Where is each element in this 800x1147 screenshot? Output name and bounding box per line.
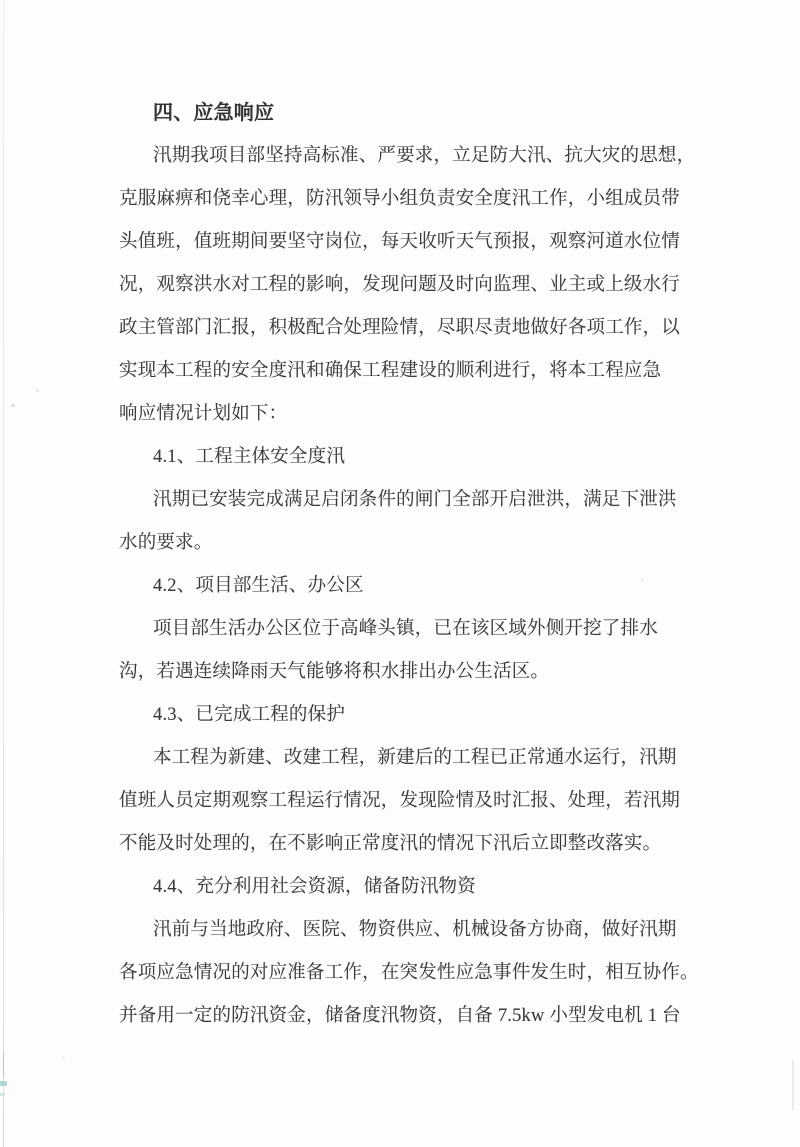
document-line: 汛前与当地政府、医院、物资供应、机械设备方协商，做好汛期 [153, 920, 677, 940]
document-line: 况，观察洪水对工程的影响，发现问题及时向监理、业主或上级水行 [119, 275, 681, 295]
document-line: 值班人员定期观察工程运行情况，发现险情及时汇报、处理，若汛期 [119, 791, 681, 811]
document-subheading: 4.1、工程主体安全度汛 [153, 447, 346, 467]
document-line: 项目部生活办公区位于高峰头镇，已在该区域外侧开挖了排水 [153, 619, 658, 639]
document-subheading: 4.4、充分利用社会资源，储备防汛物资 [153, 877, 476, 897]
document-line: 实现本工程的安全度汛和确保工程建设的顺利进行，将本工程应急 [119, 361, 662, 381]
scan-right-edge-mark [792, 1060, 794, 1110]
document-subheading: 4.3、已完成工程的保护 [153, 705, 346, 725]
document-heading: 四、应急响应 [153, 102, 275, 124]
document-subheading: 4.2、项目部生活、办公区 [153, 576, 364, 596]
document-line: 头值班，值班期间要坚守岗位，每天收听天气预报，观察河道水位情 [119, 232, 681, 252]
scan-teal-mark-faint [0, 1093, 5, 1096]
scan-teal-mark [0, 1081, 7, 1086]
document-line: 沟，若遇连续降雨天气能够将积水排出办公生活区。 [119, 662, 550, 682]
document-line: 水的要求。 [119, 533, 213, 553]
document-line: 本工程为新建、改建工程，新建后的工程已正常通水运行，汛期 [153, 748, 677, 768]
document-line: 并备用一定的防汛资金，储备度汛物资，自备 7.5kw 小型发电机 1 台 [119, 1006, 681, 1026]
scan-left-edge-dark-segment [3, 1052, 4, 1078]
document-line: 汛期我项目部坚持高标准、严要求，立足防大汛、抗大灾的思想， [153, 146, 696, 166]
document-text-block [119, 92, 699, 1038]
document-line: 响应情况计划如下： [119, 404, 288, 424]
document-line: 汛期已安装完成满足启闭条件的闸门全部开启泄洪，满足下泄洪 [153, 490, 677, 510]
scan-left-edge-line [3, 0, 4, 1147]
scan-speckle [36, 389, 39, 392]
scan-speckle [62, 1058, 65, 1060]
document-line: 不能及时处理的，在不影响正常度汛的情况下汛后立即整改落实。 [119, 834, 662, 854]
scan-speckle [11, 404, 15, 407]
document-line: 各项应急情况的对应准备工作，在突发性应急事件发生时，相互协作。 [119, 963, 699, 983]
document-line: 政主管部门汇报，积极配合处理险情，尽职尽责地做好各项工作，以 [119, 318, 681, 338]
document-line: 克服麻痹和侥幸心理，防汛领导小组负责安全度汛工作，小组成员带 [119, 189, 681, 209]
